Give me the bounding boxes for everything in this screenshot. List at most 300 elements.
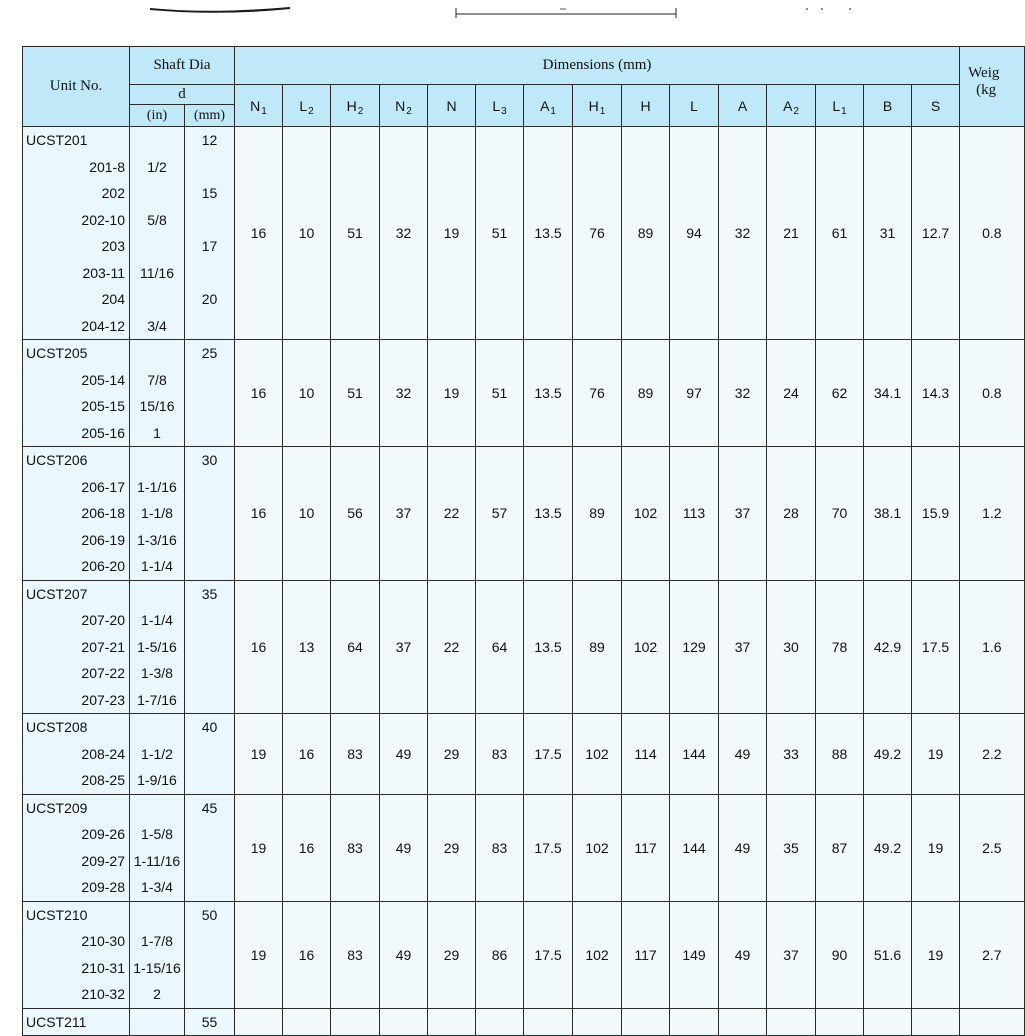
dim-n-cell: 29 bbox=[428, 714, 476, 795]
col-a1 bbox=[524, 85, 573, 127]
weight-header bbox=[960, 47, 1025, 127]
dim-l1-cell: 88 bbox=[816, 714, 864, 795]
col-l2 bbox=[283, 85, 331, 127]
unit-no-cell-line: 206-17 bbox=[81, 478, 125, 495]
col-h2 bbox=[331, 85, 380, 127]
unit-no-cell-line: 201-8 bbox=[89, 158, 125, 175]
col-label-base: L bbox=[690, 97, 698, 114]
unit-no-cell-line: 203-11 bbox=[82, 264, 125, 281]
shaft-inch-cell bbox=[130, 714, 185, 795]
shaft-inch-cell-line bbox=[130, 447, 184, 474]
dim-a2-cell: 30 bbox=[767, 580, 816, 714]
dim-n1-cell: 19 bbox=[235, 714, 283, 795]
shaft-mm-cell-line: 17 bbox=[201, 238, 218, 254]
unit-no-cell-line: 207-22 bbox=[81, 665, 125, 681]
dim-l1-cell: 70 bbox=[816, 447, 864, 581]
dim-b-cell: 34.1 bbox=[864, 340, 912, 447]
unit-no-cell-line: 207-21 bbox=[81, 638, 125, 655]
shaft-inch-cell-line: 1-1/8 bbox=[141, 505, 173, 521]
table-row bbox=[23, 794, 1025, 901]
dim-h1-cell: 89 bbox=[573, 447, 622, 581]
col-label-base: H bbox=[346, 97, 357, 114]
unit-no-cell bbox=[23, 340, 130, 447]
dimension-line-fragment bbox=[455, 6, 677, 20]
col-label-base: H bbox=[640, 97, 651, 114]
shaft-mm-cell-line bbox=[185, 260, 234, 287]
dim-h1-cell: 76 bbox=[573, 127, 622, 340]
dim-l3-cell: 64 bbox=[476, 580, 524, 714]
dim-n2-cell: 37 bbox=[380, 580, 428, 714]
unit-no-cell bbox=[23, 794, 130, 901]
dimensions-table bbox=[22, 46, 1025, 1036]
dim-l2-cell: 10 bbox=[283, 447, 331, 581]
dim-b-cell bbox=[864, 1008, 912, 1036]
shaft-inch-cell-line: 1-7/8 bbox=[141, 933, 173, 949]
shaft-inch-cell bbox=[130, 1008, 185, 1036]
shaft-mm-cell-line: 50 bbox=[201, 906, 218, 923]
dim-h2-cell: 83 bbox=[331, 714, 380, 795]
shaft-mm-cell-line: 40 bbox=[201, 719, 218, 735]
shaft-inch-cell bbox=[130, 127, 185, 340]
dimensions-header: Dimensions (mm) bbox=[235, 47, 960, 85]
dim-h1-cell bbox=[573, 1008, 622, 1036]
table-row bbox=[23, 901, 1025, 1008]
col-label-sub: 2 bbox=[308, 105, 314, 117]
unit-no-cell-line: 209-26 bbox=[81, 826, 125, 842]
dim-h-cell bbox=[622, 1008, 670, 1036]
shaft-inch-cell-line bbox=[130, 902, 184, 929]
col-n bbox=[428, 85, 476, 127]
dim-n2-cell: 37 bbox=[380, 447, 428, 581]
shaft-mm-cell-line bbox=[185, 207, 234, 234]
shaft-inch-cell-line: 11/16 bbox=[140, 264, 174, 281]
shaft-inch-cell-line: 1/2 bbox=[147, 158, 167, 175]
shaft-inch-cell-line: 1-5/8 bbox=[141, 826, 173, 842]
dim-n1-cell bbox=[235, 1008, 283, 1036]
dim-l1-cell: 87 bbox=[816, 794, 864, 901]
inch-header: (in) bbox=[130, 105, 185, 127]
dim-l1-cell: 78 bbox=[816, 580, 864, 714]
weight-cell: 0.8 bbox=[960, 127, 1025, 340]
dim-a2-cell: 33 bbox=[767, 714, 816, 795]
dim-l1-cell: 90 bbox=[816, 901, 864, 1008]
col-l1 bbox=[816, 85, 864, 127]
dim-a2-cell bbox=[767, 1008, 816, 1036]
dim-h-cell: 102 bbox=[622, 447, 670, 581]
dim-h-cell: 114 bbox=[622, 714, 670, 795]
shaft-mm-cell bbox=[185, 794, 235, 901]
dim-h1-cell: 102 bbox=[573, 714, 622, 795]
dim-a1-cell: 17.5 bbox=[524, 901, 573, 1008]
dim-n2-cell: 32 bbox=[380, 127, 428, 340]
unit-no-cell-line: 208-24 bbox=[81, 745, 125, 762]
unit-no-cell-line: 205-14 bbox=[81, 371, 125, 388]
dim-l3-cell: 83 bbox=[476, 714, 524, 795]
dim-n2-cell bbox=[380, 1008, 428, 1036]
dim-b-cell: 49.2 bbox=[864, 714, 912, 795]
shaft-inch-cell-line bbox=[130, 581, 184, 608]
dim-a1-cell: 13.5 bbox=[524, 447, 573, 581]
dim-n2-cell: 49 bbox=[380, 714, 428, 795]
unit-no-cell-line: UCST211 bbox=[26, 1013, 87, 1030]
table-row bbox=[23, 127, 1025, 340]
weight-cell: 2.7 bbox=[960, 901, 1025, 1008]
dim-l2-cell: 10 bbox=[283, 127, 331, 340]
dim-n1-cell: 19 bbox=[235, 794, 283, 901]
shaft-mm-cell-line bbox=[185, 848, 234, 875]
shaft-mm-cell bbox=[185, 901, 235, 1008]
dim-s-cell bbox=[912, 1008, 960, 1036]
col-s bbox=[912, 85, 960, 127]
shaft-inch-cell-line bbox=[130, 714, 184, 741]
col-label-base: A bbox=[737, 97, 748, 114]
dim-h-cell: 117 bbox=[622, 794, 670, 901]
dim-n-cell: 19 bbox=[428, 127, 476, 340]
col-label-base: N bbox=[395, 97, 406, 114]
col-n1 bbox=[235, 85, 283, 127]
dim-l2-cell: 16 bbox=[283, 714, 331, 795]
shaft-mm-cell-line: 35 bbox=[201, 585, 218, 602]
dim-l3-cell: 83 bbox=[476, 794, 524, 901]
shaft-mm-cell-line: 45 bbox=[201, 799, 218, 816]
dim-n-cell: 29 bbox=[428, 794, 476, 901]
shaft-mm-cell-line bbox=[185, 874, 234, 901]
col-l bbox=[670, 85, 719, 127]
drawing-fragment bbox=[150, 6, 290, 16]
dim-h2-cell: 64 bbox=[331, 580, 380, 714]
col-l3 bbox=[476, 85, 524, 127]
shaft-mm-cell bbox=[185, 1008, 235, 1036]
dim-l-cell: 144 bbox=[670, 794, 719, 901]
shaft-mm-cell-line bbox=[185, 553, 234, 580]
unit-no-cell-line: 208-25 bbox=[81, 772, 125, 788]
unit-no-cell-line: 210-31 bbox=[81, 959, 125, 976]
dim-l-cell: 149 bbox=[670, 901, 719, 1008]
unit-no-cell-line: 209-27 bbox=[81, 852, 125, 869]
unit-no-cell-line: 204-12 bbox=[81, 317, 125, 334]
unit-no-cell-line: UCST206 bbox=[26, 452, 88, 468]
dim-a-cell: 37 bbox=[719, 447, 767, 581]
dim-h1-cell: 102 bbox=[573, 901, 622, 1008]
dim-h2-cell: 56 bbox=[331, 447, 380, 581]
drawing-fragment-dots bbox=[802, 6, 862, 14]
table-row bbox=[23, 340, 1025, 447]
dim-n1-cell: 16 bbox=[235, 447, 283, 581]
dim-h2-cell bbox=[331, 1008, 380, 1036]
dim-a1-cell: 13.5 bbox=[524, 127, 573, 340]
shaft-inch-cell-line: 1-3/16 bbox=[137, 531, 177, 548]
dim-n2-cell: 49 bbox=[380, 901, 428, 1008]
dim-l-cell: 113 bbox=[670, 447, 719, 581]
unit-no-cell-line: 207-23 bbox=[81, 691, 125, 708]
dim-l1-cell: 62 bbox=[816, 340, 864, 447]
col-label-base: S bbox=[930, 97, 941, 114]
dim-h1-cell: 76 bbox=[573, 340, 622, 447]
table-row bbox=[23, 447, 1025, 581]
col-label-base: B bbox=[882, 97, 893, 114]
dim-b-cell: 51.6 bbox=[864, 901, 912, 1008]
shaft-inch-cell bbox=[130, 901, 185, 1008]
unit-no-cell-line: 205-15 bbox=[81, 398, 125, 414]
weight-cell: 2.2 bbox=[960, 714, 1025, 795]
col-label-base: L bbox=[832, 97, 841, 114]
shaft-mm-cell bbox=[185, 127, 235, 340]
dim-a1-cell bbox=[524, 1008, 573, 1036]
dim-a-cell: 32 bbox=[719, 340, 767, 447]
table-row bbox=[23, 580, 1025, 714]
shaft-inch-cell-line: 1 bbox=[153, 424, 161, 441]
shaft-mm-cell-line bbox=[185, 474, 234, 501]
unit-no-cell-line: UCST208 bbox=[26, 719, 88, 735]
shaft-mm-cell bbox=[185, 714, 235, 795]
shaft-dia-header: Shaft Dia bbox=[130, 47, 235, 85]
shaft-inch-cell-line: 1-3/4 bbox=[141, 879, 173, 895]
unit-no-cell-line: UCST209 bbox=[26, 799, 88, 816]
col-label-base: N bbox=[446, 97, 457, 114]
shaft-mm-cell-line: 30 bbox=[201, 452, 218, 468]
dim-a1-cell: 13.5 bbox=[524, 340, 573, 447]
shaft-mm-cell-line bbox=[185, 821, 234, 848]
shaft-mm-cell-line bbox=[185, 634, 234, 661]
dim-h2-cell: 51 bbox=[331, 340, 380, 447]
dim-h2-cell: 51 bbox=[331, 127, 380, 340]
dim-n-cell: 22 bbox=[428, 580, 476, 714]
unit-no-cell-line: UCST201 bbox=[26, 132, 88, 148]
shaft-inch-cell-line: 1-15/16 bbox=[133, 959, 181, 976]
dim-l-cell: 144 bbox=[670, 714, 719, 795]
dim-l-cell: 94 bbox=[670, 127, 719, 340]
shaft-inch-cell-line bbox=[130, 340, 184, 367]
col-label-sub: 1 bbox=[841, 105, 847, 117]
dim-a1-cell: 17.5 bbox=[524, 794, 573, 901]
shaft-inch-cell-line bbox=[130, 233, 184, 260]
unit-no-cell-line: UCST205 bbox=[26, 345, 88, 361]
shaft-mm-cell-line bbox=[185, 660, 234, 687]
dim-s-cell: 17.5 bbox=[912, 580, 960, 714]
unit-no-cell-line: 206-19 bbox=[81, 531, 125, 548]
table-row bbox=[23, 1008, 1025, 1036]
dim-b-cell: 42.9 bbox=[864, 580, 912, 714]
dim-h2-cell: 83 bbox=[331, 794, 380, 901]
shaft-inch-cell-line bbox=[130, 795, 184, 822]
dim-a-cell: 49 bbox=[719, 714, 767, 795]
shaft-mm-cell-line bbox=[185, 741, 234, 768]
shaft-mm-cell bbox=[185, 447, 235, 581]
unit-no-cell-line: 209-28 bbox=[81, 879, 125, 895]
dim-n1-cell: 19 bbox=[235, 901, 283, 1008]
col-label-base: L bbox=[492, 97, 501, 114]
col-label-sub: 2 bbox=[357, 105, 364, 117]
unit-no-cell-line: 207-20 bbox=[81, 612, 125, 628]
dim-l2-cell bbox=[283, 1008, 331, 1036]
dimensions-table-body bbox=[23, 127, 1025, 1036]
col-a2 bbox=[767, 85, 816, 127]
dim-s-cell: 19 bbox=[912, 901, 960, 1008]
dim-h-cell: 89 bbox=[622, 127, 670, 340]
shaft-inch-cell-line: 1-1/4 bbox=[141, 612, 173, 628]
dim-a-cell: 37 bbox=[719, 580, 767, 714]
col-n2 bbox=[380, 85, 428, 127]
dim-l-cell: 129 bbox=[670, 580, 719, 714]
dim-l2-cell: 16 bbox=[283, 901, 331, 1008]
dim-a-cell bbox=[719, 1008, 767, 1036]
shaft-mm-cell-line bbox=[185, 607, 234, 634]
shaft-inch-cell-line: 1-3/8 bbox=[141, 665, 173, 681]
dim-l2-cell: 16 bbox=[283, 794, 331, 901]
shaft-inch-cell-line: 1-5/16 bbox=[137, 638, 177, 655]
col-h bbox=[622, 85, 670, 127]
dim-l-cell bbox=[670, 1008, 719, 1036]
shaft-inch-cell bbox=[130, 340, 185, 447]
unit-no-cell-line: 205-16 bbox=[81, 424, 125, 441]
shaft-mm-cell-line: 25 bbox=[201, 345, 218, 361]
shaft-inch-cell-line bbox=[130, 180, 184, 207]
shaft-inch-cell bbox=[130, 447, 185, 581]
shaft-inch-cell-line: 1-9/16 bbox=[137, 772, 177, 788]
shaft-mm-cell-line bbox=[185, 527, 234, 554]
unit-no-cell-line: 202 bbox=[101, 185, 125, 201]
shaft-mm-cell bbox=[185, 580, 235, 714]
shaft-mm-cell bbox=[185, 340, 235, 447]
dim-n-cell: 19 bbox=[428, 340, 476, 447]
col-h1 bbox=[573, 85, 622, 127]
unit-no-cell-line: 206-20 bbox=[81, 558, 125, 574]
col-label-sub: 2 bbox=[793, 105, 799, 117]
dim-a-cell: 32 bbox=[719, 127, 767, 340]
dim-a-cell: 49 bbox=[719, 901, 767, 1008]
col-label-sub: 1 bbox=[261, 105, 267, 117]
dim-l1-cell: 61 bbox=[816, 127, 864, 340]
dim-a1-cell: 17.5 bbox=[524, 714, 573, 795]
shaft-mm-cell-line: 12 bbox=[201, 132, 218, 148]
shaft-mm-cell-line bbox=[185, 500, 234, 527]
unit-no-cell-line: 203 bbox=[101, 238, 125, 254]
dimensions-table-container bbox=[22, 46, 1022, 1030]
shaft-mm-cell-line bbox=[185, 313, 234, 340]
shaft-mm-cell-line bbox=[185, 393, 234, 420]
weight-cell: 0.8 bbox=[960, 340, 1025, 447]
dim-l-cell: 97 bbox=[670, 340, 719, 447]
weight-cell: 1.6 bbox=[960, 580, 1025, 714]
dim-a2-cell: 37 bbox=[767, 901, 816, 1008]
weight-unit: (kg bbox=[976, 82, 997, 98]
col-label-base: H bbox=[588, 97, 599, 114]
table-row bbox=[23, 714, 1025, 795]
unit-no-cell bbox=[23, 127, 130, 340]
dim-n-cell bbox=[428, 1008, 476, 1036]
unit-no-header: Unit No. bbox=[23, 47, 130, 127]
shaft-mm-cell-line bbox=[185, 928, 234, 955]
dim-l3-cell: 86 bbox=[476, 901, 524, 1008]
weight-cell bbox=[960, 1008, 1025, 1036]
col-b bbox=[864, 85, 912, 127]
dim-n1-cell: 16 bbox=[235, 127, 283, 340]
col-label-sub: 1 bbox=[550, 105, 556, 117]
dim-a2-cell: 28 bbox=[767, 447, 816, 581]
dim-a2-cell: 35 bbox=[767, 794, 816, 901]
col-label-base: L bbox=[299, 97, 308, 114]
shaft-inch-cell-line: 3/4 bbox=[147, 317, 167, 334]
dim-n2-cell: 49 bbox=[380, 794, 428, 901]
weight-cell: 1.2 bbox=[960, 447, 1025, 581]
dim-h1-cell: 102 bbox=[573, 794, 622, 901]
dim-h1-cell: 89 bbox=[573, 580, 622, 714]
shaft-inch-cell-line: 15/16 bbox=[139, 398, 175, 414]
unit-no-cell-line: 210-30 bbox=[81, 933, 125, 949]
dim-l3-cell: 57 bbox=[476, 447, 524, 581]
shaft-inch-cell-line bbox=[130, 1009, 184, 1036]
dim-l3-cell: 51 bbox=[476, 127, 524, 340]
col-label-sub: 2 bbox=[406, 105, 412, 117]
dim-l2-cell: 13 bbox=[283, 580, 331, 714]
shaft-inch-cell-line: 1-11/16 bbox=[133, 852, 181, 869]
dim-n1-cell: 16 bbox=[235, 340, 283, 447]
shaft-inch-cell-line: 2 bbox=[153, 986, 161, 1002]
shaft-inch-cell-line: 7/8 bbox=[147, 371, 167, 388]
col-a bbox=[719, 85, 767, 127]
shaft-mm-cell-line bbox=[185, 981, 234, 1008]
shaft-mm-cell-line bbox=[185, 154, 234, 181]
shaft-inch-cell-line: 1-1/2 bbox=[141, 745, 173, 762]
mm-header: (mm) bbox=[185, 105, 235, 127]
dim-l2-cell: 10 bbox=[283, 340, 331, 447]
dim-s-cell: 15.9 bbox=[912, 447, 960, 581]
dim-h-cell: 89 bbox=[622, 340, 670, 447]
unit-no-cell-line: 210-32 bbox=[81, 986, 125, 1002]
unit-no-cell-line: 204 bbox=[101, 291, 125, 307]
weight-cell: 2.5 bbox=[960, 794, 1025, 901]
unit-no-cell bbox=[23, 1008, 130, 1036]
dim-a2-cell: 24 bbox=[767, 340, 816, 447]
unit-no-cell-line: 202-10 bbox=[81, 211, 125, 228]
dim-s-cell: 19 bbox=[912, 714, 960, 795]
dim-l3-cell bbox=[476, 1008, 524, 1036]
shaft-inch-cell-line: 5/8 bbox=[147, 211, 167, 228]
shaft-mm-cell-line: 20 bbox=[201, 291, 218, 307]
shaft-inch-cell-line bbox=[130, 127, 184, 154]
dim-h-cell: 102 bbox=[622, 580, 670, 714]
dim-n-cell: 22 bbox=[428, 447, 476, 581]
dim-b-cell: 31 bbox=[864, 127, 912, 340]
unit-no-cell-line: UCST207 bbox=[26, 585, 88, 602]
shaft-mm-cell-line: 15 bbox=[201, 185, 218, 201]
dim-n-cell: 29 bbox=[428, 901, 476, 1008]
shaft-inch-cell-line: 1-1/4 bbox=[141, 558, 173, 574]
dim-a2-cell: 21 bbox=[767, 127, 816, 340]
dim-n2-cell: 32 bbox=[380, 340, 428, 447]
shaft-mm-cell-line bbox=[185, 420, 234, 447]
shaft-mm-cell-line bbox=[185, 367, 234, 394]
shaft-inch-cell bbox=[130, 794, 185, 901]
col-label-base: A bbox=[783, 97, 793, 114]
dim-s-cell: 19 bbox=[912, 794, 960, 901]
dim-b-cell: 49.2 bbox=[864, 794, 912, 901]
dim-s-cell: 12.7 bbox=[912, 127, 960, 340]
col-label-sub: 3 bbox=[501, 105, 507, 117]
dim-a1-cell: 13.5 bbox=[524, 580, 573, 714]
col-label-base: N bbox=[250, 97, 261, 114]
col-label-base: A bbox=[540, 97, 550, 114]
col-label-sub: 1 bbox=[599, 105, 606, 117]
unit-no-cell bbox=[23, 447, 130, 581]
unit-no-cell-line: 206-18 bbox=[81, 505, 125, 521]
shaft-mm-cell-line bbox=[185, 767, 234, 794]
shaft-mm-cell-line bbox=[185, 687, 234, 714]
dim-l3-cell: 51 bbox=[476, 340, 524, 447]
unit-no-cell bbox=[23, 714, 130, 795]
unit-no-cell bbox=[23, 901, 130, 1008]
d-header: d bbox=[130, 85, 235, 105]
